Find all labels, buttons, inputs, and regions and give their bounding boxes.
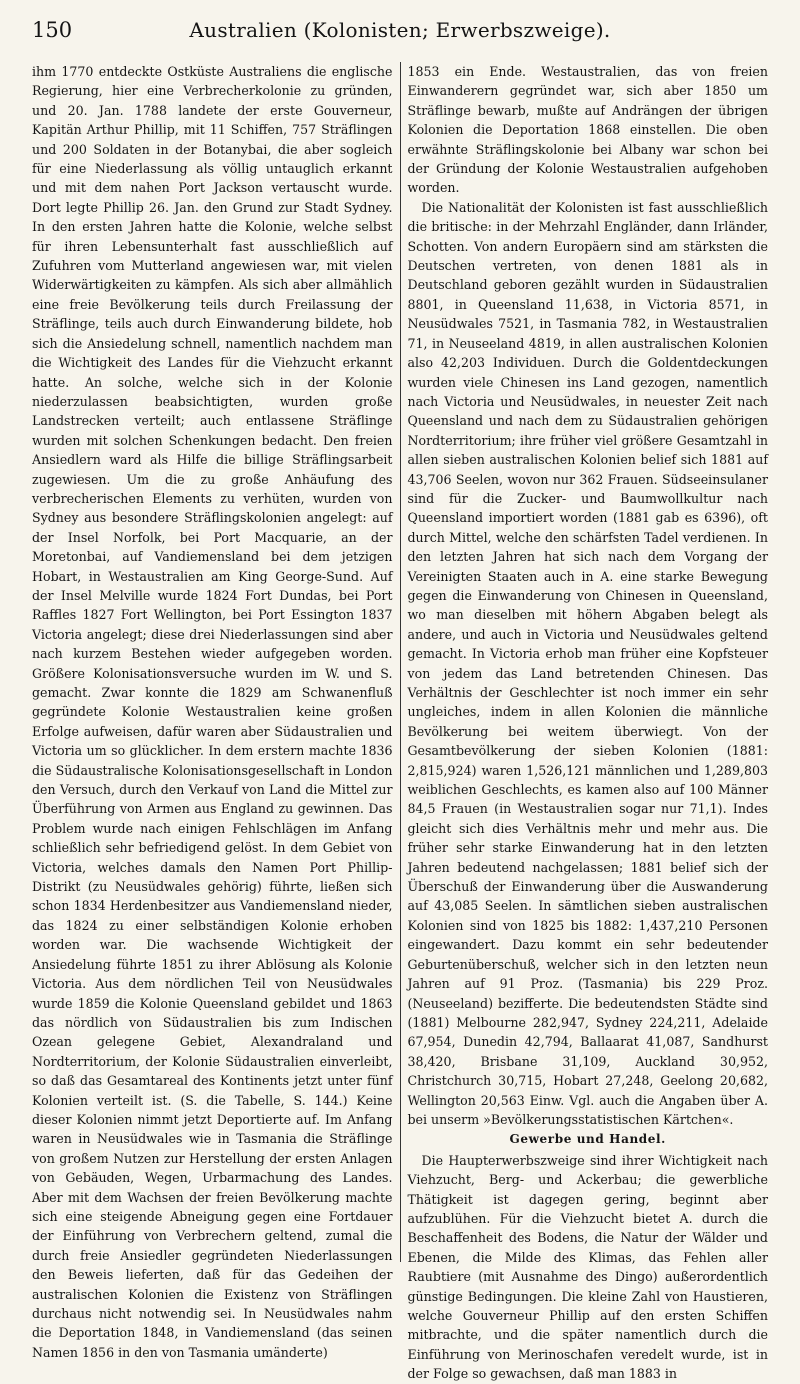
paragraph: 1853 ein Ende. Westaustralien, das von freien Einwanderern gegründet war, sich aber 1850 um Sträflinge bewarb, mußte auf Andrängen der übrigen Kolonien die Deportation 1868 einstellen. Die oben erwähnte Sträflingskolonie bei Albany war schon bei der Gründung der Kolonie Westaustralien aufgehoben worden. [407, 64, 768, 196]
paragraph: Die Nationalität der Kolonisten ist fast ausschließlich die britische: in der Mehrzahl Engländer, dann Irländer, Schotten. Von andern Europäern sind am stärksten die Deutschen vertreten, von denen 1881 als in Deutschland geboren gezählt wurden in Südaustralien 8801, in Queensland 11,638, in Victoria 8571, in Neusüdwales 7521, in Tasmania 782, in Westaustralien 71, in Neuseeland 4819, in allen australischen Kolonien also 42,203 Individuen. Durch die Goldentdeckungen wurden viele Chinesen ins Land gezogen, namentlich nach Victoria und Neusüdwales, in neuester Zeit nach Queensland und nach dem zu Südaustralien gehörigen Nordterritorium; ihre früher viel größere Gesamtzahl in allen sieben australischen Kolonien belief sich 1881 auf 43,706 Seelen, wovon nur 362 Frauen. Südseeinsulaner sind für die Zucker- und Baumwollkultur nach Queensland importiert worden (1881 gab es 6396), oft durch Mittel, welche den schärfsten Tadel verdienen. In den letzten Jahren hat sich nach dem Vorgang der Vereinigten Staaten auch in A. eine starke Bewegung gegen die Einwanderung von Chinesen in Queensland, wo man dieselben mit höhern Abgaben belegt als andere, und auch in Victoria und Neusüdwales geltend gemacht. In Victoria erhob man früher eine Kopfsteuer von jedem das Land betretenden Chinesen. Das Verhältnis der Geschlechter ist noch immer ein sehr ungleiches, indem in allen Kolonien die männliche Bevölkerung bei weitem überwiegt. Von der Gesamtbevölkerung der sieben Kolonien (1881: 2,815,924) waren 1,526,121 männlichen und 1,289,803 weiblichen Geschlechts, es kamen also auf 100 Männer 84,5 Frauen (in Westaustralien sogar nur 71,1). Indes gleicht sich dies Verhältnis mehr und mehr aus. Die früher sehr starke Einwanderung hat in den letzten Jahren bedeutend nachgelassen; 1881 belief sich der Überschuß der Einwanderung über die Auswanderung auf 43,085 Seelen. In sämtlichen sieben australischen Kolonien sind von 1825 bis 1882: 1,437,210 Personen eingewandert. Dazu kommt ein sehr bedeutender Geburtenüberschuß, welcher sich in den letzten neun Jahren auf 91 Proz. (Tasmania) bis 229 Proz. (Neuseeland) bezifferte. Die bedeutendsten Städte sind (1881) Melbourne 282,947, Sydney 224,211, Adelaide 67,954, Dunedin 42,794, Ballaarat 41,087, Sandhurst 38,420, Brisbane 31,109, Auckland 30,952, Christchurch 30,715, Hobart 27,248, Geelong 20,682, Wellington 20,563 Einw. Vgl. auch die Angaben über A. bei unserm »Bevölkerungsstatistischen Kärtchen«. [407, 199, 768, 1127]
left-column [32, 62, 393, 1360]
paragraph: ihm 1770 entdeckte Ostküste Australiens die englische Regierung, hier eine Verbrecherkolonie zu gründen, und 20. Jan. 1788 landete der erste Gouverneur, Kapitän Arthur Phillip, mit 11 Schiffen, 757 Sträflingen und 200 Soldaten in der Botanybai, die aber sogleich für eine Niederlassung als völlig untauglich erkannt und mit dem nahen Port Jackson vertauscht wurde. Dort legte Phillip 26. Jan. den Grund zur Stadt Sydney. In den ersten Jahren hatte die Kolonie, welche selbst für ihren Lebensunterhalt fast ausschließlich auf Zufuhren vom Mutterland angewiesen war, mit vielen Widerwärtigkeiten zu kämpfen. Als sich aber allmählich eine freie Bevölkerung teils durch Freilassung der Sträflinge, teils auch durch Einwanderung bildete, hob sich die Ansiedelung schnell, namentlich nachdem man die Wichtigkeit des Landes für die Viehzucht erkannt hatte. An solche, welche sich in der Kolonie niederzulassen beabsichtigten, wurden große Landstrecken verteilt; auch entlassene Sträflinge wurden mit solchen Schenkungen bedacht. Den freien Ansiedlern ward als Hilfe die billige Sträflingsarbeit zugewiesen. Um die zu große Anhäufung des verbrecherischen Elements zu verhüten, wurden von Sydney aus besondere Sträflingskolonien angelegt: auf der Insel Norfolk, bei Port Macquarie, an der Moretonbai, auf Vandiemensland bei dem jetzigen Hobart, in Westaustralien am King George-Sund. Auf der Insel Melville wurde 1824 Fort Dundas, bei Port Raffles 1827 Fort Wellington, bei Port Essington 1837 Victoria angelegt; diese drei Niederlassungen sind aber nach kurzem Bestehen wieder aufgegeben worden. Größere Kolonisationsversuche wurden im W. und S. gemacht. Zwar konnte die 1829 am Schwanenfluß gegründete Kolonie Westaustralien keine großen Erfolge aufweisen, dafür waren aber Südaustralien und Victoria um so glücklicher. In dem erstern machte 1836 die Südaustralische Kolonisationsgesellschaft in London den Versuch, durch den Verkauf von Land die Mittel zur Überführung von Armen aus England zu gewinnen. Das Problem wurde nach einigen Fehlschlägen im Anfang schließlich sehr befriedigend gelöst. In dem Gebiet von Victoria, welches damals den Namen Port Phillip-Distrikt (zu Neusüdwales gehörig) führte, ließen sich schon 1834 Herdenbesitzer aus Vandiemensland nieder, das 1824 zu einer selbständigen Kolonie erhoben worden war. Die wachsende Wichtigkeit der Ansiedelung führte 1851 zu ihrer Ablösung als Kolonie Victoria. Aus dem nördlichen Teil von Neusüdwales wurde 1859 die Kolonie Queensland gebildet und 1863 das nördlich von Südaustralien bis zum Indischen Ozean gelegene Gebiet, Alexandraland und Nordterritorium, der Kolonie Südaustralien einverleibt, so daß das Gesamtareal des Kontinents jetzt unter fünf Kolonien verteilt ist. (S. die Tabelle, S. 144.) Keine dieser Kolonien nimmt jetzt Deportierte auf. Im Anfang waren in Neusüdwales wie in Tasmania die Sträflinge von großem Nutzen zur Herstellung der ersten Anlagen von Gebäuden, Wegen, Urbarmachung des Landes. Aber mit dem Wachsen der freien Bevölkerung machte sich eine steigende Abneigung gegen eine Fortdauer der Einführung von Verbrechern geltend, zumal die durch freie Ansiedler gegründeten Niederlassungen den Beweis lieferten, daß für das Gedeihen der australischen Kolonien die Existenz von Sträflingen durchaus nicht notwendig sei. In Neusüdwales nahm die Deportation 1848, in Vandiemensland (das seinen Namen 1856 in den von Tasmania umänderte) [32, 64, 393, 1360]
right-column [407, 62, 769, 1382]
page-number: 150 [32, 18, 73, 42]
text-columns [32, 62, 768, 1382]
running-title: Australien (Kolonisten; Erwerbszweige). [189, 18, 611, 42]
page-header [32, 18, 768, 62]
paragraph: Die Haupterwerbszweige sind ihrer Wichtigkeit nach Viehzucht, Berg- und Ackerbau; die gewerbliche Thätigkeit ist dagegen gering, beginnt aber aufzublühen. Für die Viehzucht bietet A. durch die Beschaffenheit des Bodens, die Natur der Wälder und Ebenen, die Milde des Klimas, das Fehlen aller Raubtiere (mit Ausnahme des Dingo) außerordentlich günstige Bedingungen. Die kleine Zahl von Haustieren, welche Gouverneur Phillip auf den ersten Schiffen mitbrachte, und die später namentlich durch die Einführung von Merinoschafen veredelt wurde, ist in der Folge so gewachsen, daß man 1883 in [407, 1152, 768, 1382]
section-heading: Gewerbe und Handel. [509, 1132, 666, 1147]
column-divider [400, 62, 401, 1262]
